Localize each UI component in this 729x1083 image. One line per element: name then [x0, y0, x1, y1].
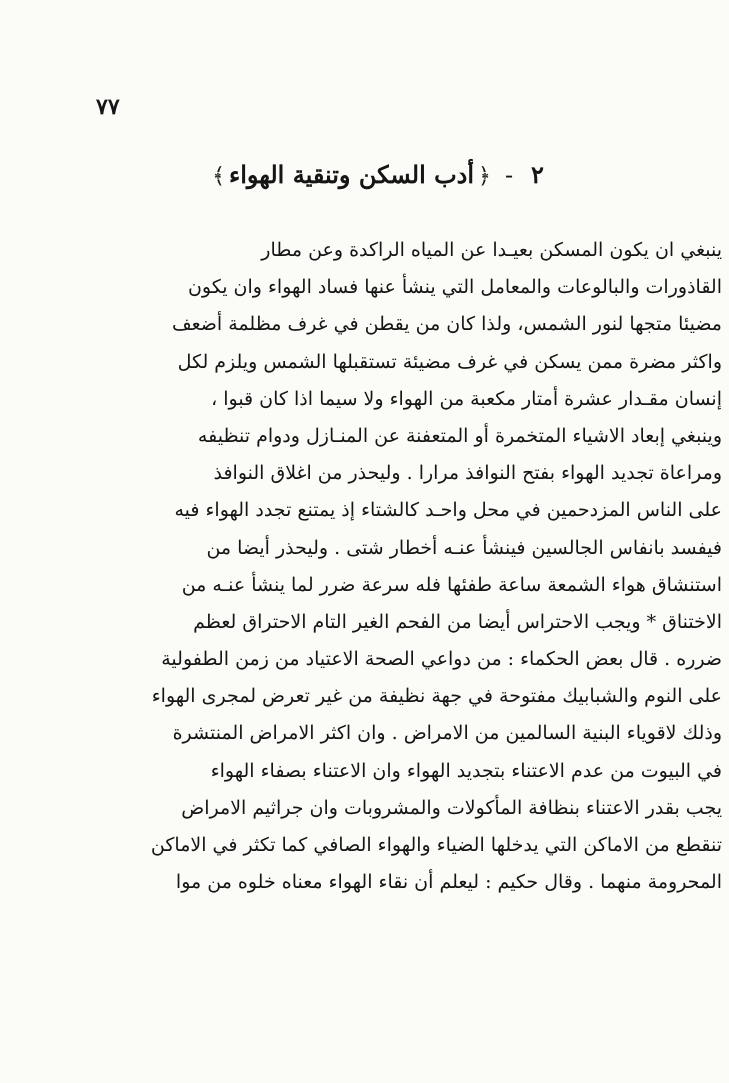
text-line: يجب بقدر الاعتناء بنظافة المأكولات والمشروبات وان جراثيم الامراض	[181, 796, 722, 819]
text-line: مضيئا متجها لنور الشمس، ولذا كان من يقطن في غرف مظلمة أضعف	[171, 313, 722, 336]
text-line: ينبغي ان يكون المسكن بعيـدا عن المياه الراكدة وعن مطار	[261, 239, 722, 261]
text-line: المحرومة منهما . وقال حكيم : ليعلم أن نقاء الهواء معناه خلوه من موا	[175, 871, 722, 894]
text-line: فيفسد بانفاس الجالسين فينشأ عنـه أخطار شتى . وليحذر أيضا من	[206, 536, 722, 559]
ornament-right-icon: ﴿	[478, 164, 491, 189]
page-number: ٧٧	[96, 94, 120, 120]
section-title: أدب السكن وتنقية الهواء	[228, 160, 475, 189]
text-line: في البيوت من عدم الاعتناء بتجديد الهواء وان الاعتناء بصفاء الهواء	[210, 759, 722, 782]
heading-dash: -	[504, 161, 514, 189]
body-text	[100, 232, 722, 901]
section-heading	[96, 160, 656, 189]
text-line: إنسان مقـدار عشرة أمتار مكعبة من الهواء ولا سيما اذا كان قبوا ،	[211, 387, 722, 410]
text-line: واكثر مضرة ممن يسكن في غرف مضيئة تستقبلها الشمس ويلزم لكل	[177, 350, 722, 373]
text-line: على النوم والشبابيك مفتوحة في جهة نظيفة من غير تعرض لمجرى الهواء	[151, 685, 722, 708]
text-line: الاختناق * ويجب الاحتراس أيضا من الفحم الغير التام الاحتراق لعظم	[193, 610, 722, 633]
text-line: القاذورات والبالوعات والمعامل التي ينشأ عنها فساد الهواء وان يكون	[187, 276, 722, 299]
ornament-left-icon: ﴾	[212, 164, 225, 189]
text-line: على الناس المزدحمين في محل واحـد كالشتاء إذ يمتنع تجدد الهواء فيه	[174, 499, 722, 522]
text-line: وذلك لاقوياء البنية السالمين من الامراض . وان اكثر الامراض المنتشرة	[172, 722, 722, 745]
text-line: وينبغي إبعاد الاشياء المتخمرة أو المتعفنة عن المنـازل ودوام تنظيفه	[197, 424, 722, 447]
text-line: استنشاق هواء الشمعة ساعة طفئها فله سرعة ضرر لما ينشأ عنـه من	[181, 573, 722, 596]
section-number: ٢	[531, 160, 544, 189]
text-line: تنقطع من الاماكن التي يدخلها الضياء والهواء الصافي كما تكثر في الاماكن	[150, 834, 722, 856]
text-line: ضرره . قال بعض الحكماء : من دواعي الصحة الاعتياد من زمن الطفولية	[161, 648, 722, 671]
text-line: ومراعاة تجديد الهواء بفتح النوافذ مرارا . وليحذر من اغلاق النوافذ	[213, 462, 722, 485]
